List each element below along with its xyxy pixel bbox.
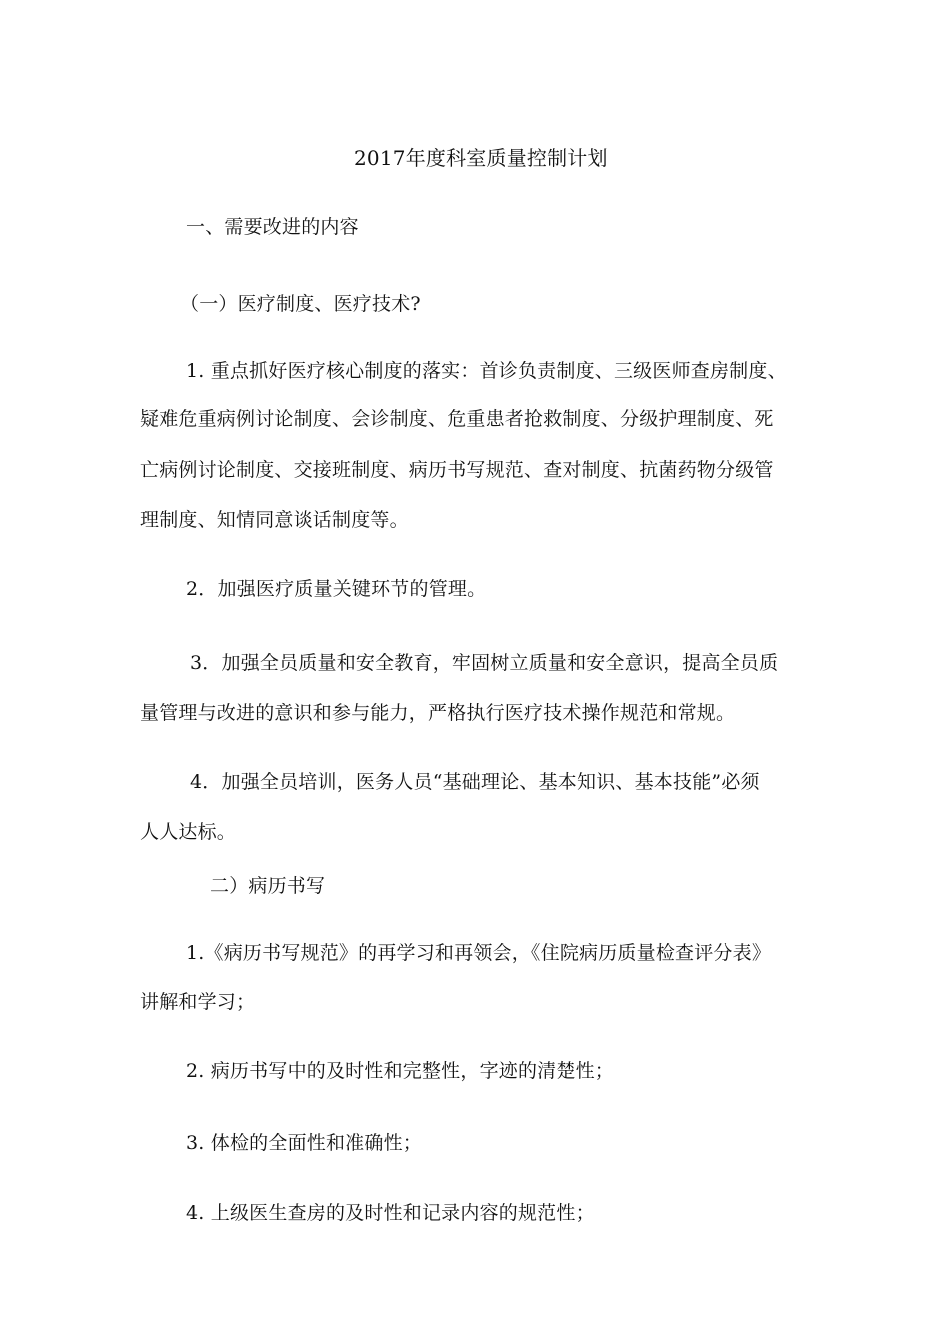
subsection-heading-medical-records: 二）病历书写	[210, 875, 326, 897]
paragraph-line: 2．加强医疗质量关键环节的管理。	[186, 578, 487, 600]
paragraph-line: 4. 上级医生查房的及时性和记录内容的规范性；	[186, 1202, 595, 1224]
paragraph-line: 讲解和学习；	[140, 991, 256, 1013]
paragraph-line: 人人达标。	[140, 821, 237, 843]
paragraph-line: 量管理与改进的意识和参与能力，严格执行医疗技术操作规范和常规。	[140, 702, 736, 724]
section-heading: 一、需要改进的内容	[186, 216, 359, 238]
subsection-heading-medical-system: （一）医疗制度、医疗技术?	[180, 293, 421, 315]
paragraph-line: 疑难危重病例讨论制度、会诊制度、危重患者抢救制度、分级护理制度、死	[140, 408, 774, 430]
paragraph-line: 1.《病历书写规范》的再学习和再领会，《住院病历质量检查评分表》	[186, 942, 772, 964]
paragraph-line: 3. 体检的全面性和准确性；	[186, 1132, 422, 1154]
paragraph-line: 4．加强全员培训，医务人员“基础理论、基本知识、基本技能”必须	[190, 771, 760, 793]
paragraph-line: 1. 重点抓好医疗核心制度的落实：首诊负责制度、三级医师查房制度、	[186, 360, 787, 382]
paragraph-line: 2. 病历书写中的及时性和完整性，字迹的清楚性；	[186, 1060, 614, 1082]
paragraph-line: 理制度、知情同意谈话制度等。	[140, 509, 409, 531]
paragraph-line: 3．加强全员质量和安全教育，牢固树立质量和安全意识，提高全员质	[190, 652, 779, 674]
document-title: 2017年度科室质量控制计划	[354, 146, 608, 170]
paragraph-line: 亡病例讨论制度、交接班制度、病历书写规范、查对制度、抗菌药物分级管	[140, 459, 774, 481]
